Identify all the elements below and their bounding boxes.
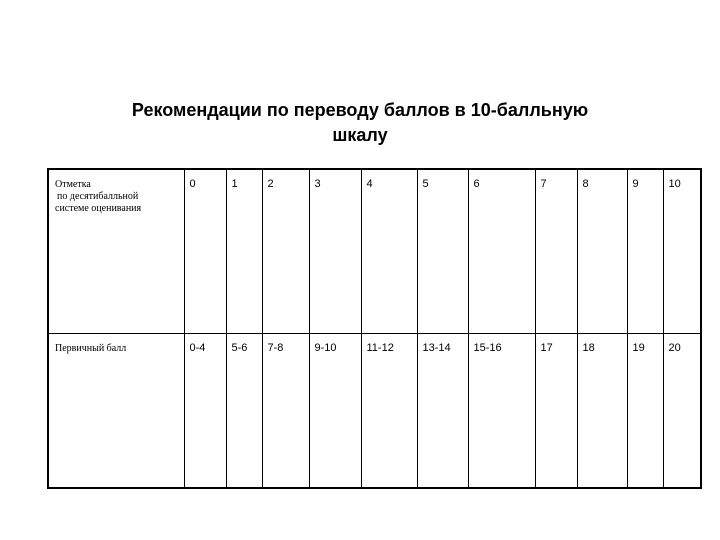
table-cell: 7 (535, 169, 577, 333)
title-line-1: Рекомендации по переводу баллов в 10-балльную (131, 100, 589, 120)
table-cell: 0-4 (184, 333, 226, 488)
table-cell: 11-12 (361, 333, 417, 488)
table-cell: 10 (663, 169, 701, 333)
table-cell: 15-16 (468, 333, 535, 488)
title-line-2: шкалу (332, 125, 388, 145)
table-cell: 4 (361, 169, 417, 333)
table-cell: 13-14 (417, 333, 468, 488)
row-header-primary-score: Первичный балл (48, 333, 184, 488)
page-title (60, 98, 660, 148)
row-header-line: системе оценивания (55, 203, 142, 214)
table-cell: 9-10 (309, 333, 361, 488)
table-row-primary-score (48, 333, 701, 488)
table-cell: 9 (627, 169, 663, 333)
row-header-line: по десятибалльной (57, 191, 139, 202)
table-cell: 17 (535, 333, 577, 488)
row-header-line: Отметка (55, 179, 91, 190)
conversion-table (47, 168, 702, 489)
table-cell: 6 (468, 169, 535, 333)
table-cell: 19 (627, 333, 663, 488)
row-header-grade (48, 169, 184, 333)
table-cell: 20 (663, 333, 701, 488)
table-cell: 8 (577, 169, 627, 333)
table-cell: 3 (309, 169, 361, 333)
table-cell: 7-8 (262, 333, 309, 488)
table-cell: 5-6 (226, 333, 262, 488)
table-cell: 2 (262, 169, 309, 333)
table-cell: 1 (226, 169, 262, 333)
table-row-grade (48, 169, 701, 333)
table-cell: 0 (184, 169, 226, 333)
table-cell: 5 (417, 169, 468, 333)
table-cell: 18 (577, 333, 627, 488)
